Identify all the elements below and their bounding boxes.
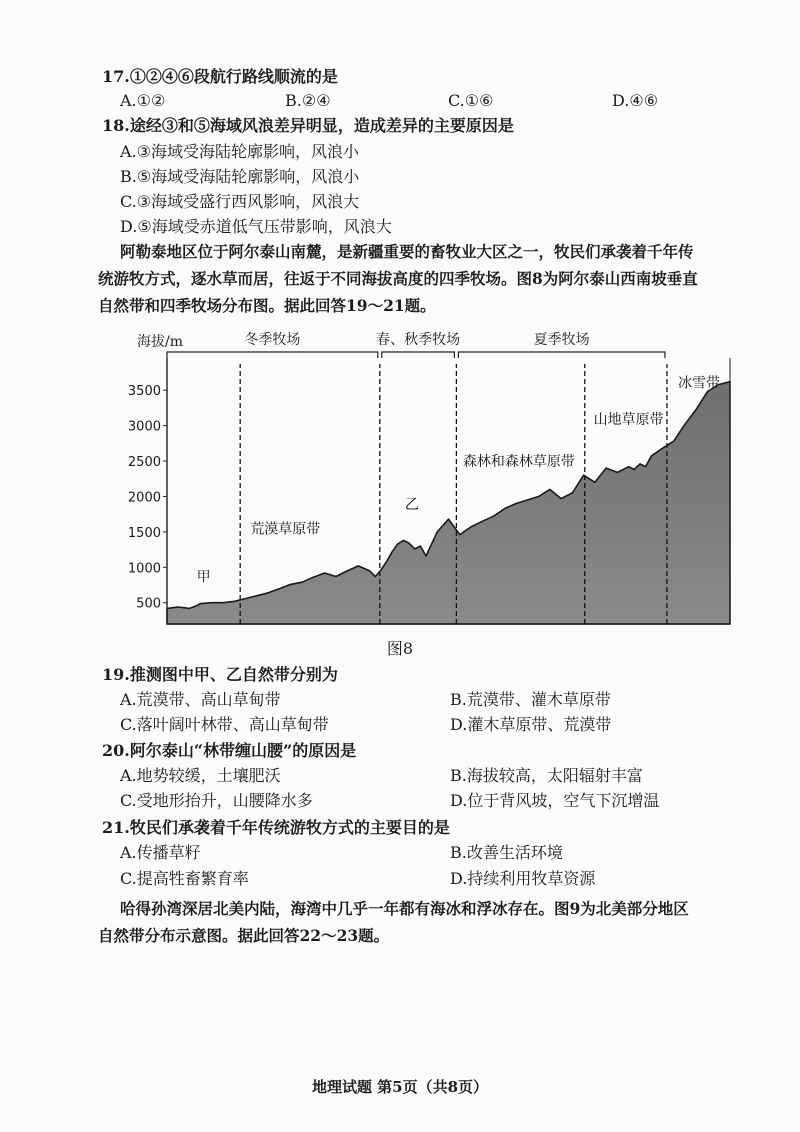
y-tick-label: 3500 xyxy=(127,384,161,400)
question-21-option-d: D.持续利用牧草资源 xyxy=(450,869,596,888)
zone-label: 乙 xyxy=(404,497,419,514)
question-21-option-a: A.传播草籽 xyxy=(120,843,201,862)
question-17-option-b: B.②④ xyxy=(285,91,331,110)
intro-19-21-line-3: 自然带和四季牧场分布图。据此回答19～21题。 xyxy=(98,296,436,315)
question-21-stem: 21.牧民们承袭着千年传统游牧方式的主要目的是 xyxy=(102,818,450,837)
y-tick-label: 1500 xyxy=(127,525,161,541)
question-18-option-d: D.⑤海域受赤道低气压带影响，风浪大 xyxy=(120,217,392,236)
pasture-bracket xyxy=(382,352,455,358)
question-18-option-c: C.③海域受盛行西风影响，风浪大 xyxy=(120,192,360,211)
question-18-option-a: A.③海域受海陆轮廓影响，风浪小 xyxy=(120,142,359,161)
figure-8-caption: 图8 xyxy=(386,639,414,658)
y-tick-label: 3000 xyxy=(127,419,161,435)
pasture-label: 夏季牧场 xyxy=(533,332,590,348)
question-20-option-c: C.受地形抬升，山腰降水多 xyxy=(120,791,313,810)
question-17-option-c: C.①⑥ xyxy=(448,91,494,110)
question-21-option-b: B.改善生活环境 xyxy=(450,843,563,862)
question-19-option-d: D.灌木草原带、荒漠带 xyxy=(450,715,612,734)
question-17-option-a: A.①② xyxy=(120,91,166,110)
question-17-option-d: D.④⑥ xyxy=(612,91,659,110)
question-20-option-d: D.位于背风坡，空气下沉增温 xyxy=(450,791,660,810)
pasture-bracket xyxy=(458,352,665,358)
question-18-option-b: B.⑤海域受海陆轮廓影响，风浪小 xyxy=(120,167,360,186)
intro-22-23-line-2: 自然带分布示意图。据此回答22～23题。 xyxy=(98,926,390,945)
zone-label: 森林和森林草原带 xyxy=(462,453,575,470)
zone-label: 甲 xyxy=(196,569,211,586)
question-17-stem: 17.①②④⑥段航行路线顺流的是 xyxy=(102,67,338,86)
zone-label: 冰雪带 xyxy=(678,375,721,392)
question-19-stem: 19.推测图中甲、乙自然带分别为 xyxy=(102,665,338,684)
y-tick-label: 1000 xyxy=(127,561,161,577)
question-19-option-a: A.荒漠带、高山草甸带 xyxy=(120,690,281,709)
question-19-option-c: C.落叶阔叶林带、高山草甸带 xyxy=(120,715,329,734)
pasture-label: 冬季牧场 xyxy=(244,332,301,348)
question-18-stem: 18.途经③和⑤海域风浪差异明显，造成差异的主要原因是 xyxy=(102,116,514,135)
question-20-option-b: B.海拔较高，太阳辐射丰富 xyxy=(450,766,643,785)
question-20-stem: 20.阿尔泰山“林带缠山腰”的原因是 xyxy=(102,741,357,760)
y-tick-label: 2500 xyxy=(127,455,161,471)
figure-8-chart xyxy=(127,318,745,636)
question-20-option-a: A.地势较缓，土壤肥沃 xyxy=(120,766,281,785)
y-axis-title: 海拔/m xyxy=(137,334,183,350)
question-19-option-b: B.荒漠带、灌木草原带 xyxy=(450,690,611,709)
intro-19-21-line-1: 阿勒泰地区位于阿尔泰山南麓，是新疆重要的畜牧业大区之一，牧民们承袭着千年传 xyxy=(120,242,694,261)
zone-label: 荒漠草原带 xyxy=(250,521,321,538)
pasture-label: 春、秋季牧场 xyxy=(376,332,461,348)
page-footer: 地理试题 第5页（共8页） xyxy=(311,1078,489,1096)
y-tick-label: 2000 xyxy=(127,490,161,506)
y-tick-label: 500 xyxy=(136,596,161,612)
pasture-bracket xyxy=(167,352,378,358)
intro-19-21-line-2: 统游牧方式，逐水草而居，往返于不同海拔高度的四季牧场。图8为阿尔泰山西南坡垂直 xyxy=(98,269,698,288)
intro-22-23-line-1: 哈得孙湾深居北美内陆，海湾中几乎一年都有海冰和浮冰存在。图9为北美部分地区 xyxy=(120,899,689,918)
question-21-option-c: C.提高牲畜繁育率 xyxy=(120,869,249,888)
zone-label: 山地草原带 xyxy=(593,412,664,429)
